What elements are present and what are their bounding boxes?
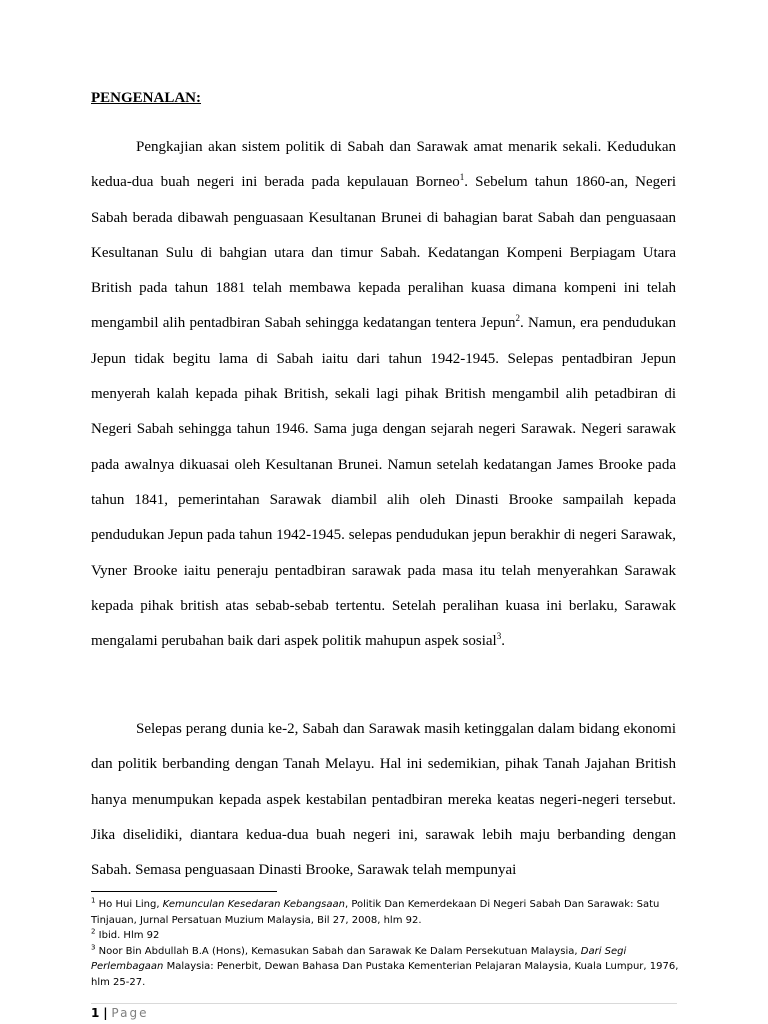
page-footer — [91, 1006, 148, 1020]
paragraph-1-text-c: . Namun, era pendudukan Jepun tidak begitu lama di Sabah iaitu dari tahun 1942-1945. Selepas pentadbiran Jepun menyerah kalah kepada pihak British, sekali lagi pihak British mengambil alih petadbiran di Negeri Sabah sehingga tahun 1946. Sama juga dengan sejarah negeri Sarawak. Negeri sarawak pada awalnya dikuasai oleh Kesultanan Brunei. Namun setelah kedatangan James Brooke pada tahun 1841, pemerintahan Sarawak diambil alih oleh Dinasti Brooke sampailah kepada pendudukan Jepun pada tahun 1942-1945. selepas pendudukan jepun berakhir di negeri Sarawak, Vyner Brooke iaitu peneraju pentadbiran sarawak pada masa itu telah menyerahkan Sarawak kepada pihak british atas sebab-sebab tertentu. Setelah peralihan kuasa ini berlaku, Sarawak mengalami perubahan baik dari aspek politik mahupun aspek sosial — [91, 315, 676, 650]
paragraph-1-text-a: Pengkajian akan sistem politik di Sabah dan Sarawak amat menarik sekali. Kedudukan kedua-dua buah negeri ini berada pada kepulauan Borneo — [91, 139, 676, 191]
section-heading: PENGENALAN: — [91, 90, 202, 106]
footnote-3-post: Malaysia: Penerbit, Dewan Bahasa Dan Pustaka Kementerian Pelajaran Malaysia, Kuala Lumpur, 1976, hlm 25-27. — [91, 961, 679, 988]
footer-separator-bar: | — [103, 1006, 108, 1020]
paragraph-1-text-b: . Sebelum tahun 1860-an, Negeri Sabah berada dibawah penguasaan Kesultanan Brunei di bahagian barat Sabah dan penguasaan Kesultanan Sulu di bahgian utara dan timur Sabah. Kedatangan Kompeni Berpiagam Utara British pada tahun 1881 telah membawa kepada peralihan kuasa dimana kompeni ini telah mengambil alih pentadbiran Sabah sehingga kedatangan tentera Jepun — [91, 174, 676, 332]
footnote-3-italic: Dari Segi Perlembagaan — [91, 945, 627, 972]
footnote-ref-2[interactable]: 2 — [515, 313, 520, 324]
footnote-1-italic: Kemunculan Kesedaran Kebangsaan — [162, 899, 345, 910]
footnote-3 — [91, 944, 681, 991]
page-label: Page — [111, 1006, 149, 1020]
paragraph-2-text: Selepas perang dunia ke-2, Sabah dan Sarawak masih ketinggalan dalam bidang ekonomi dan politik berbanding dengan Tanah Melayu. Hal ini sedemikian, pihak Tanah Jajahan British hanya menumpukan kepada aspek kestabilan pentadbiran mereka keatas negeri-negeri tersebut. Jika diselidiki, diantara kedua-dua buah negeri ini, sarawak lebih maju berbanding dengan Sabah. Semasa penguasaan Dinasti Brooke, Sarawak telah mempunyai — [91, 721, 676, 879]
paragraph-1-text-d: . — [501, 633, 505, 650]
footnote-3-pre: Noor Bin Abdullah B.A (Hons), Kemasukan Sabah dan Sarawak Ke Dalam Persekutuan Malaysia, — [95, 945, 581, 957]
footnote-2-number: 2 — [91, 927, 96, 936]
footnote-2-text: Ibid. Hlm 92 — [95, 930, 160, 941]
footnote-1 — [91, 897, 681, 928]
paragraph-1 — [91, 130, 676, 659]
footnotes — [91, 897, 681, 990]
footnote-ref-1[interactable]: 1 — [459, 172, 465, 183]
footnote-1-number: 1 — [91, 896, 96, 905]
footnote-1-post: , Politik Dan Kemerdekaan Di Negeri Sabah Dan Sarawak: Satu Tinjauan, Jurnal Persatuan Muzium Malaysia, Bil 27, 2008, hlm 92. — [91, 899, 660, 926]
footnote-ref-3[interactable]: 3 — [496, 631, 502, 642]
footnote-1-pre: Ho Hui Ling, — [95, 899, 163, 910]
footer-separator — [91, 1003, 677, 1004]
paragraph-2 — [91, 712, 676, 888]
footnote-2 — [91, 928, 681, 944]
page-number: 1 — [91, 1006, 100, 1020]
footnote-3-number: 3 — [91, 943, 96, 952]
footnote-separator — [91, 891, 277, 892]
